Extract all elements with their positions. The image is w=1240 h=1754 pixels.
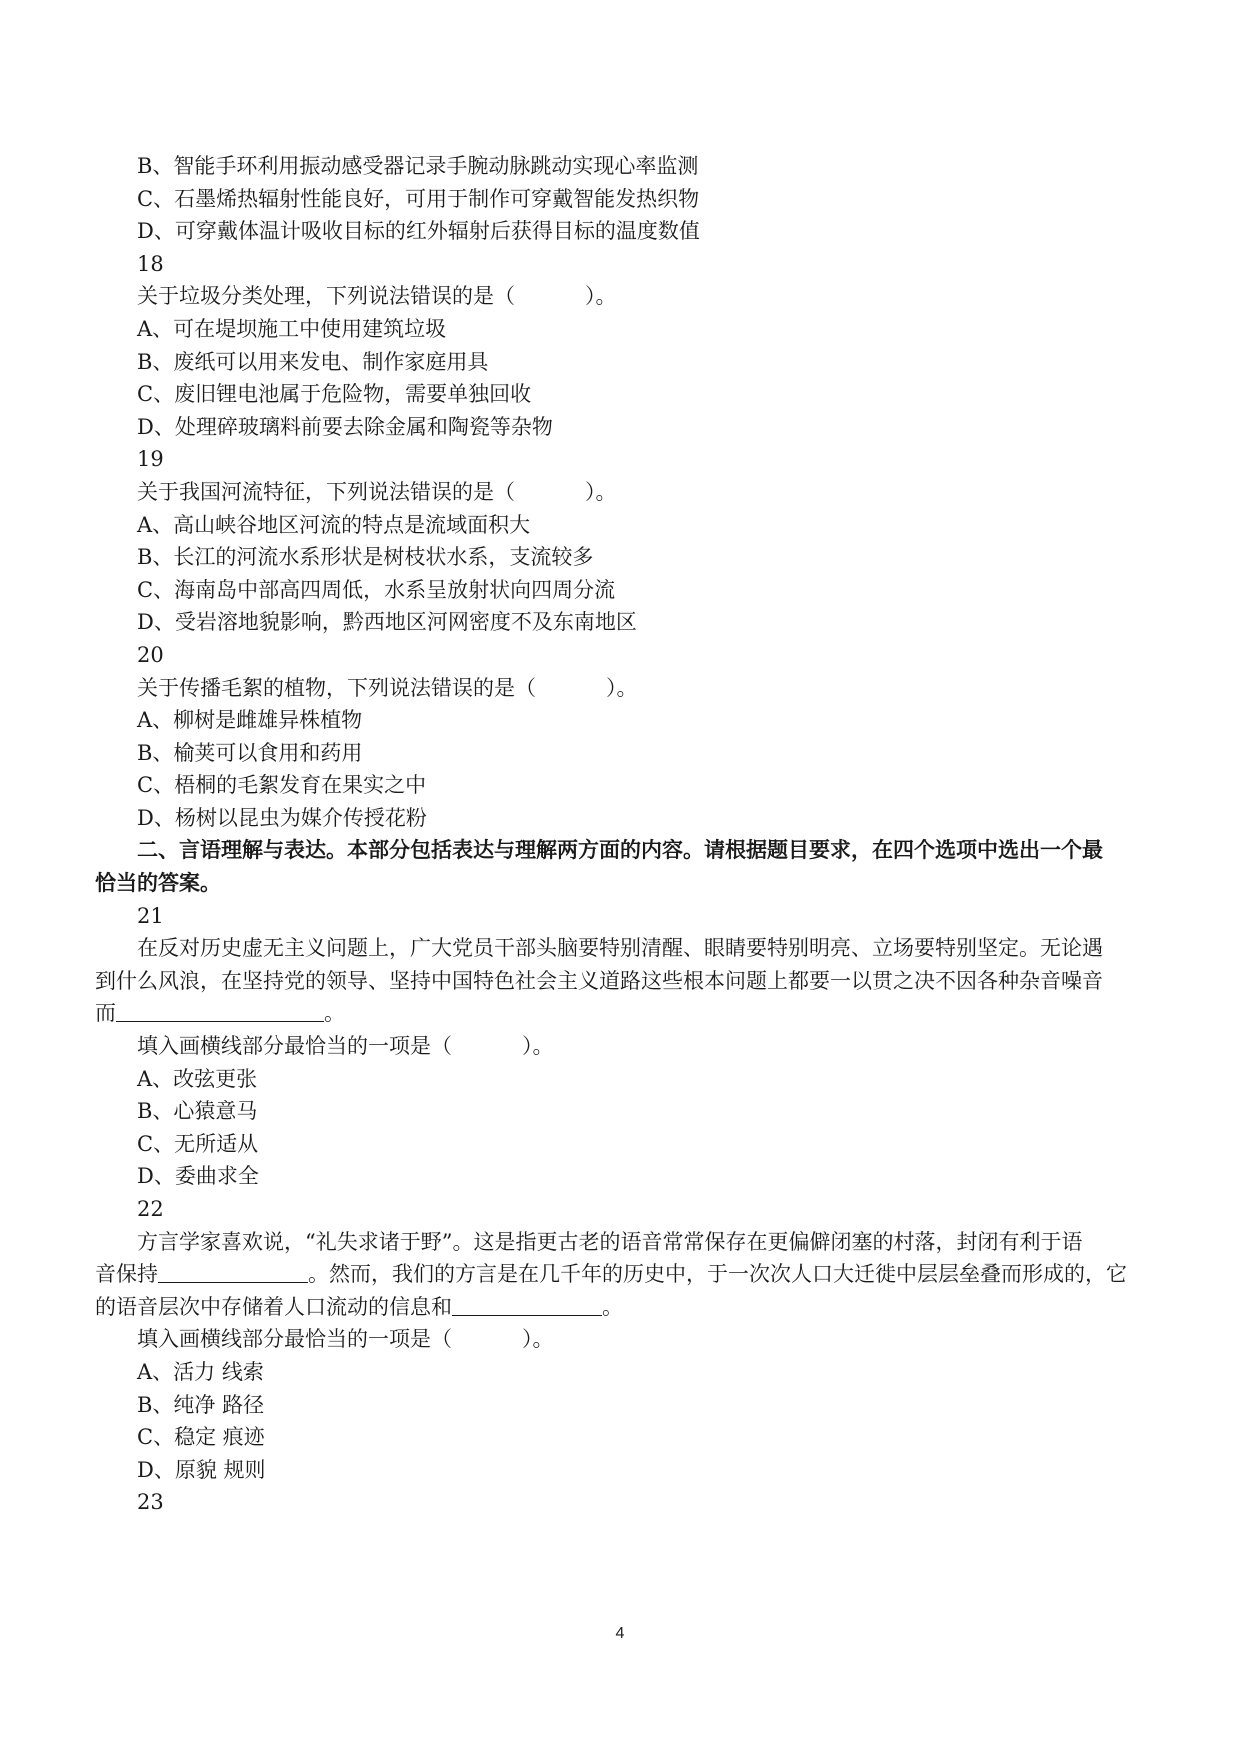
passage-text: 。 [324, 1001, 345, 1026]
passage-text: 。 [602, 1294, 623, 1319]
option-line: A、高山峡谷地区河流的特点是流域面积大 [137, 512, 531, 537]
passage-text: 而 [95, 1001, 116, 1026]
passage-line: 方言学家喜欢说，“礼失求诸于野”。这是指更古老的语音常常保存在更偏僻闭塞的村落，封闭有利于语 [137, 1229, 1083, 1254]
passage-line-with-blank [95, 1291, 1150, 1324]
question-stem: 填入画横线部分最恰当的一项是（ ）。 [137, 1327, 554, 1352]
page-number: 4 [615, 1625, 625, 1642]
option-line: B、纯净 路径 [137, 1392, 265, 1417]
question-stem: 填入画横线部分最恰当的一项是（ ）。 [137, 1034, 554, 1059]
option-line: A、可在堤坝施工中使用建筑垃圾 [137, 316, 447, 341]
option-line: B、智能手环利用振动感受器记录手腕动脉跳动实现心率监测 [137, 154, 699, 178]
option-line: B、榆荚可以食用和药用 [137, 740, 363, 765]
option-line: C、废旧锂电池属于危险物，需要单独回收 [137, 382, 532, 407]
question-stem: 关于传播毛絮的植物，下列说法错误的是（ ）。 [137, 675, 638, 700]
option-line: C、石墨烯热辐射性能良好，可用于制作可穿戴智能发热织物 [137, 186, 700, 211]
option-line: C、海南岛中部高四周低，水系呈放射状向四周分流 [137, 577, 616, 602]
fill-in-blank [158, 1260, 308, 1283]
option-line: B、心猿意马 [137, 1099, 258, 1124]
passage-line-with-blank [95, 1258, 1150, 1291]
passage-line: 在反对历史虚无主义问题上，广大党员干部头脑要特别清醒、眼睛要特别明亮、立场要特别坚定。无论遇 [137, 936, 1103, 961]
option-line: D、可穿戴体温计吸收目标的红外辐射后获得目标的温度数值 [137, 219, 700, 244]
option-line: D、受岩溶地貌影响，黔西地区河网密度不及东南地区 [137, 610, 637, 635]
passage-text: 的语音层次中存储着人口流动的信息和 [95, 1294, 452, 1319]
fill-in-blank [452, 1293, 602, 1316]
question-number: 21 [137, 903, 164, 928]
option-line: D、处理碎玻璃料前要去除金属和陶瓷等杂物 [137, 414, 553, 439]
passage-text: 。然而，我们的方言是在几千年的历史中，于一次次人口大迁徙中层层垒叠而形成的，它 [308, 1262, 1127, 1287]
option-line: D、杨树以昆虫为媒介传授花粉 [137, 805, 427, 830]
option-line: B、废纸可以用来发电、制作家庭用具 [137, 349, 489, 374]
question-number: 23 [137, 1490, 164, 1515]
question-number: 19 [137, 447, 164, 472]
option-line: C、无所适从 [137, 1131, 259, 1156]
option-line: D、委曲求全 [137, 1164, 259, 1189]
option-line: B、长江的河流水系形状是树枝状水系，支流较多 [137, 545, 594, 570]
passage-line: 到什么风浪，在坚持党的领导、坚持中国特色社会主义道路这些根本问题上都要一以贯之决不因各种杂音噪音 [95, 968, 1103, 993]
question-number: 22 [137, 1197, 164, 1221]
question-stem: 关于垃圾分类处理，下列说法错误的是（ ）。 [137, 284, 617, 309]
passage-line-with-blank [95, 997, 1150, 1030]
option-line: A、改弦更张 [137, 1066, 258, 1091]
question-number: 18 [137, 251, 164, 276]
question-number: 20 [137, 642, 164, 667]
option-line: C、稳定 痕迹 [137, 1425, 265, 1450]
section-heading-continued: 恰当的答案。 [95, 870, 221, 896]
passage-text: 音保持 [95, 1262, 158, 1287]
option-line: D、原貌 规则 [137, 1457, 266, 1482]
option-line: A、活力 线索 [137, 1359, 264, 1384]
question-stem: 关于我国河流特征，下列说法错误的是（ ）。 [137, 479, 617, 504]
option-line: C、梧桐的毛絮发育在果实之中 [137, 773, 427, 798]
page-content [95, 150, 1150, 1519]
section-heading: 二、言语理解与表达。本部分包括表达与理解两方面的内容。请根据题目要求，在四个选项中选出一个最 [137, 837, 1103, 863]
fill-in-blank [116, 999, 324, 1022]
option-line: A、柳树是雌雄异株植物 [137, 708, 363, 733]
